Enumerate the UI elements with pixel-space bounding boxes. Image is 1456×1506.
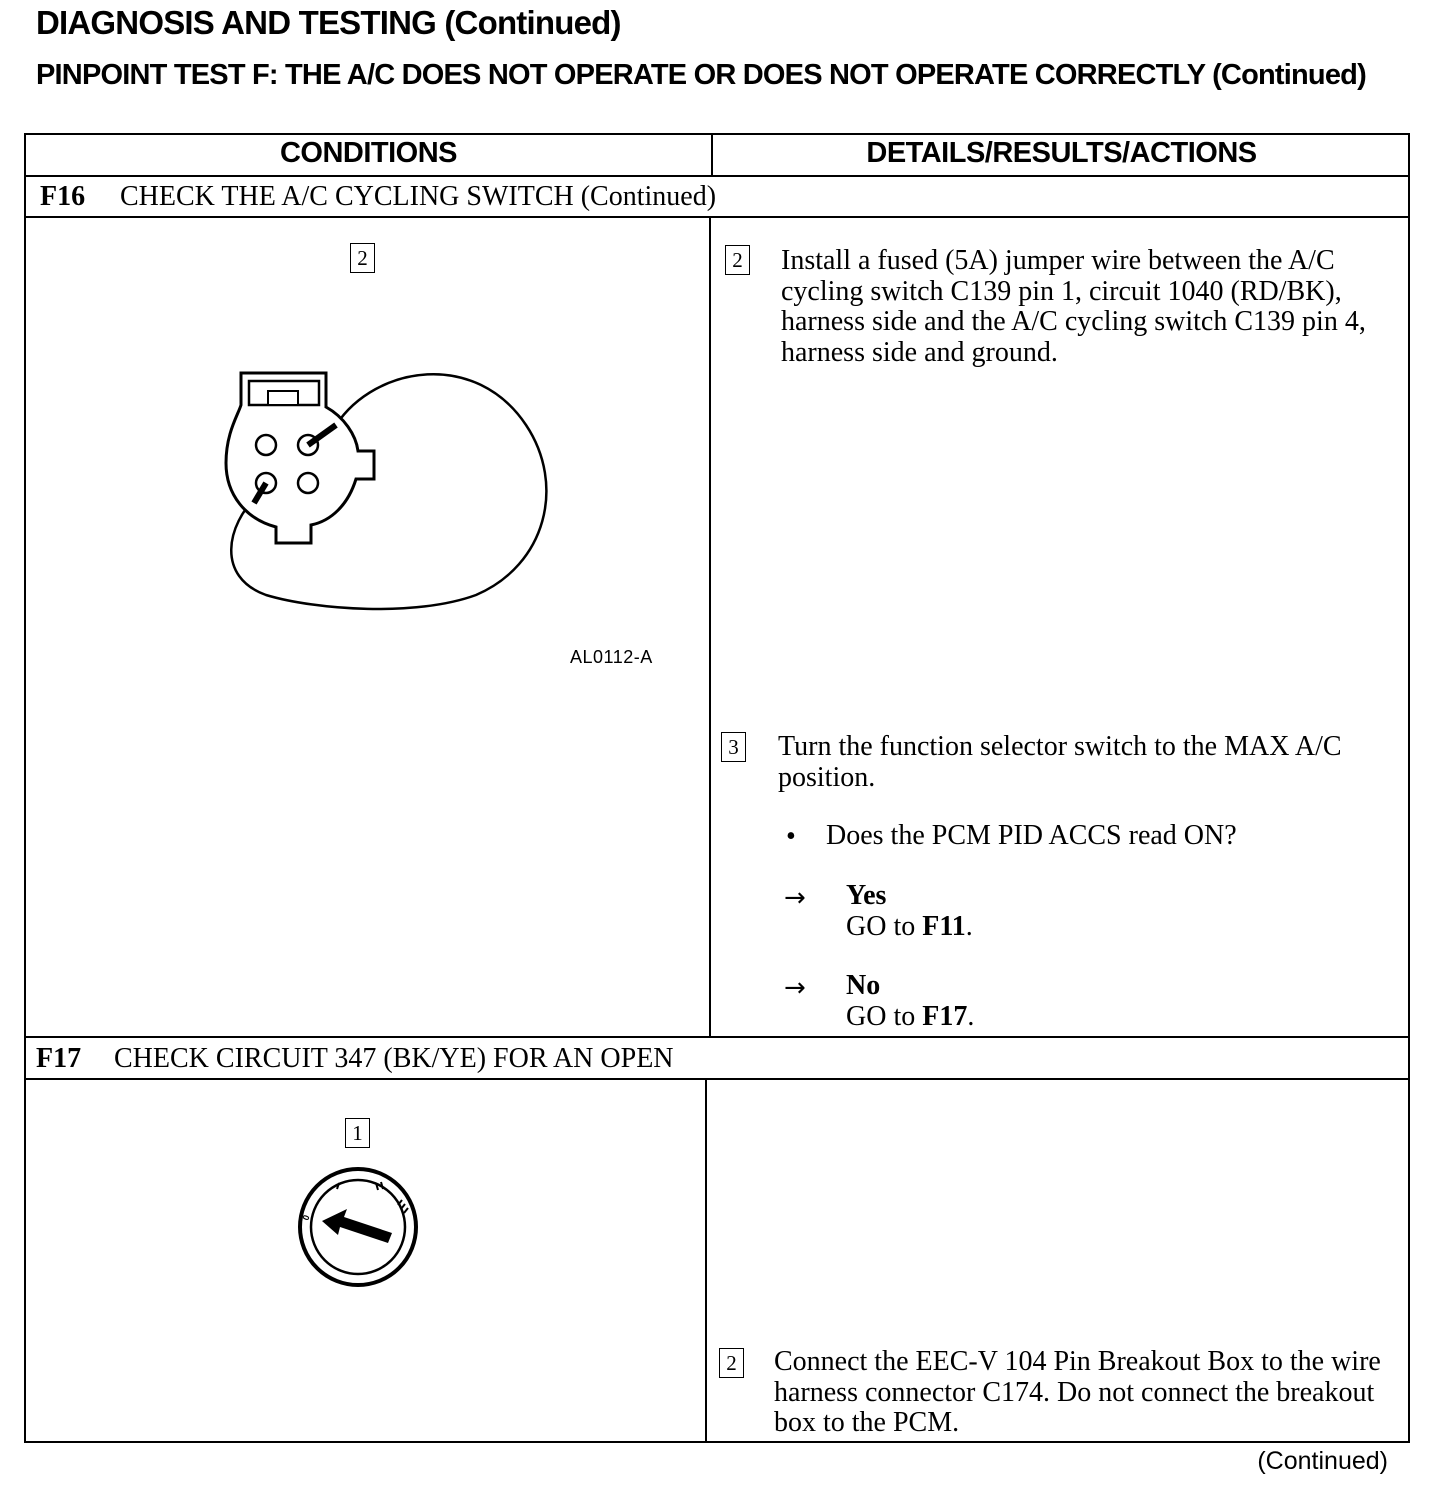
step-number-badge: 2 [719,1348,744,1378]
pinpoint-test-title: PINPOINT TEST F: THE A/C DOES NOT OPERATE OR DOES NOT OPERATE CORRECTLY (Continued) [36,59,1366,91]
step-f17-title: CHECK CIRCUIT 347 (BK/YE) FOR AN OPEN [114,1043,674,1074]
column-header-conditions: CONDITIONS [279,137,458,169]
column-divider-f16 [709,216,711,1036]
position-mark: 0 [300,1213,312,1222]
figure-step-number: 2 [350,243,375,273]
figure-code: AL0112-A [570,647,653,667]
step-f16-header [40,181,716,213]
pinpoint-test-table [24,133,1410,1443]
result-yes [846,881,973,942]
step-f17-divider [26,1078,1408,1080]
connector-jumper-illustration [196,355,576,615]
step-f17-header [36,1043,674,1075]
result-yes-label: Yes [846,880,887,911]
test-question: Does the PCM PID ACCS read ON? [826,820,1237,851]
step-instruction: Install a fused (5A) jumper wire between the A/C cycling switch C139 pin 1, circuit 1040 (RD/BK), harness side and the A/C cycling switch C139 pin 4, harness side and ground. [781,245,1366,368]
result-no-action: GO to [846,1000,916,1032]
step-f17-id: F17 [36,1043,82,1074]
step-f16-id: F16 [40,181,86,212]
result-arrow-icon: → [784,883,806,913]
figure-step-number: 1 [345,1118,370,1148]
period: . [965,910,973,942]
step-instruction: Turn the function selector switch to the MAX A/C position. [778,731,1342,793]
step-f17-top-divider [26,1036,1408,1038]
page-title: DIAGNOSIS AND TESTING (Continued) [36,4,621,41]
result-arrow-icon: → [784,973,806,1003]
continued-note: (Continued) [1257,1447,1388,1475]
column-header-details: DETAILS/RESULTS/ACTIONS [866,137,1257,169]
step-f16-divider [26,216,1408,218]
result-yes-action: GO to [846,910,916,942]
result-yes-target: F11 [922,910,966,942]
header-divider [26,175,1408,177]
step-number-badge: 2 [725,245,750,275]
step-number-badge: 3 [721,732,746,762]
step-f16-title: CHECK THE A/C CYCLING SWITCH (Continued) [120,181,717,212]
connector-tab [268,391,298,405]
result-no [846,971,974,1032]
period: . [967,1000,975,1032]
ignition-switch-illustration [292,1163,427,1288]
column-divider-f17 [705,1078,707,1443]
connector-pin [256,435,276,455]
step-instruction: Connect the EEC-V 104 Pin Breakout Box to the wire harness connector C174. Do not connect the breakout box to the PCM. [774,1346,1381,1438]
connector-pin [298,473,318,493]
bullet-marker: • [786,821,796,852]
result-no-target: F17 [922,1000,968,1032]
result-no-label: No [846,970,881,1001]
